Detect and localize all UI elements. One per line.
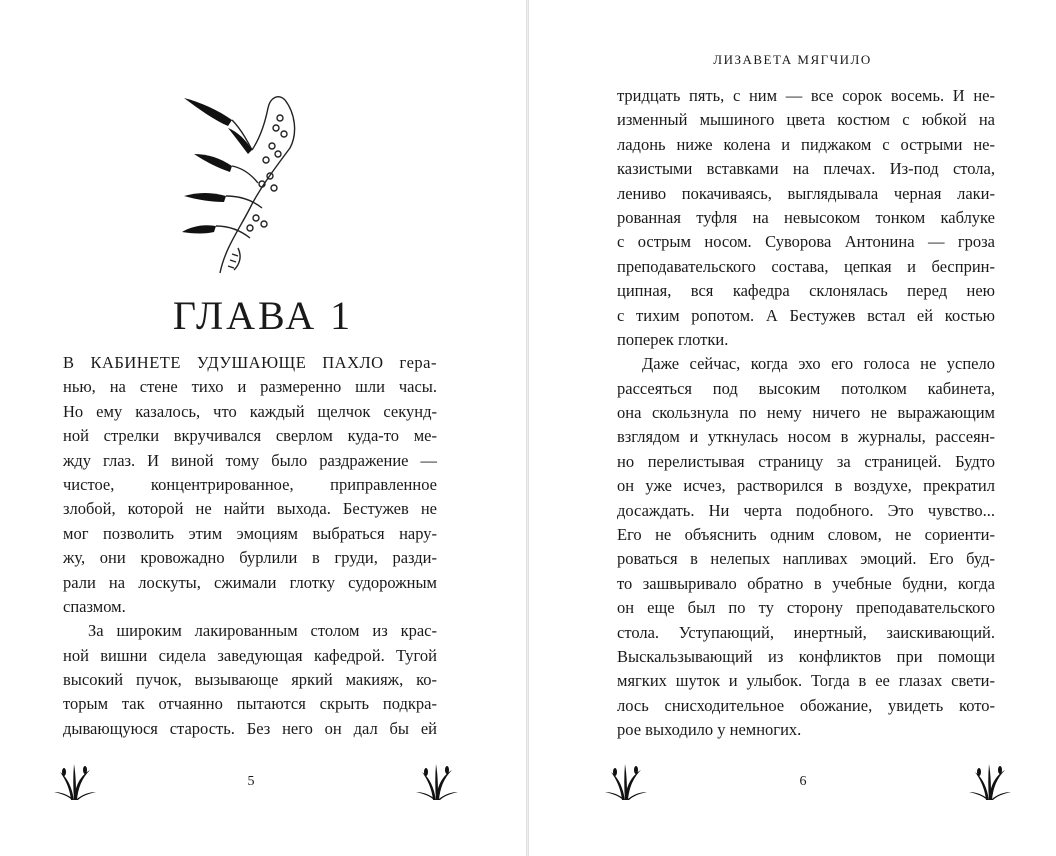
text-line: Выскальзывающий из конфликтов при помощи (617, 646, 995, 666)
grass-tuft-icon (52, 758, 96, 802)
text-line: то зашвыривало обратно в учебные будни, когда (617, 573, 995, 593)
text-line: казистыми вставками на плечах. Из-под стола, (617, 159, 995, 179)
page-number: 5 (247, 774, 255, 789)
text-line: Его не объяснить одним словом, не сориенти- (617, 525, 995, 545)
text-line: поперек глотки. (617, 329, 729, 349)
clawed-hand-icon (180, 88, 320, 278)
text-line: мягких шуток и улыбок. Тогда в ее глазах свети- (617, 671, 995, 691)
text-line: рое выходило у немногих. (617, 720, 802, 740)
text-line: рали на лоскуты, сжимали глотку судорожным (63, 572, 437, 592)
text-line: ладонь ниже колена и пиджаком с острыми не- (617, 134, 995, 154)
chapter-title: ГЛАВА 1 (172, 293, 354, 338)
text-line: Даже сейчас, когда эхо его голоса не успело (642, 354, 995, 374)
text-line: жу, они кровожадно бурлили в груди, разди- (63, 548, 437, 568)
text-line: чистое, концентрированное, приправленное (63, 474, 437, 494)
text-line: он еще был по ту сторону преподавательского (617, 598, 995, 618)
body-text (617, 84, 995, 743)
text-line: преподавательского состава, цепкая и бесприн- (617, 256, 995, 276)
text-line: жду глаз. И виной тому было раздражение — (63, 450, 437, 470)
text-line: спазмом. (63, 596, 126, 616)
running-head: ЛИЗАВЕТА МЯГЧИЛО (713, 52, 872, 67)
text-line: стола. Уступающий, инертный, заискивающий. (617, 622, 995, 642)
text-line: с тихим ропотом. А Бестужев встал ей костью (617, 305, 995, 325)
text-line: досаждать. Ни черта подобного. Это чувство... (617, 500, 995, 520)
text-line: За широким лакированным столом из крас- (88, 621, 437, 641)
text-line: мог позволить этим эмоциям выбраться нару- (63, 523, 437, 543)
text-line: она скользнула по нему ничего не выражающим (617, 403, 995, 423)
text-line: злобой, которой не найти выхода. Бестужев не (63, 499, 437, 519)
text-line: нью, на стене тихо и размеренно шли часы. (63, 377, 437, 397)
text-line: изменный мышиного цвета костюм с юбкой на (617, 110, 995, 130)
text-line: В КАБИНЕТЕ УДУШАЮЩЕ ПАХЛО гера- (63, 353, 437, 372)
grass-tuft-icon (603, 758, 647, 802)
page-number: 6 (799, 774, 807, 789)
text-line: ной вишни сидела заведующая кафедрой. Тугой (63, 645, 437, 665)
grass-tuft-icon (967, 758, 1011, 802)
text-line: лениво покачиваясь, выглядывала черная лаки- (617, 183, 995, 203)
text-line: он уже исчез, растворился в воздухе, прекратил (617, 476, 995, 496)
text-line: Но ему казалось, что каждый щелчок секунд- (63, 401, 437, 421)
text-line: взглядом и уткнулась носом в журналы, рассеян- (617, 427, 995, 447)
text-line: рассеяться под высоким потолком кабинета, (617, 378, 995, 398)
text-line: дывающуюся старость. Без него он дал бы ей (63, 718, 437, 738)
text-line: высокий пучок, вызывающе яркий макияж, ко- (63, 670, 437, 690)
text-line: ципная, вся кафедра склонялась перед нею (617, 281, 995, 301)
text-line: но перелистывая страницу за страницей. Будто (617, 451, 995, 471)
text-line: тридцать пять, с ним — все сорок восемь. И не- (617, 86, 995, 105)
text-line: торым так отчаянно пытаются скрыть подкра- (63, 694, 437, 714)
text-line: ной стрелки вкручивался сверлом куда-то ме- (63, 426, 437, 446)
text-line: рованная туфля на невысоком тонком каблуке (617, 207, 995, 227)
body-text (63, 351, 437, 741)
text-line: роваться в нелепых напливах эмоций. Его буд- (617, 549, 995, 569)
grass-tuft-icon (414, 758, 458, 802)
text-line: лось снисходительное обожание, увидеть кото- (617, 695, 995, 715)
text-line: с острым носом. Суворова Антонина — гроза (617, 232, 995, 252)
left-page (0, 0, 526, 856)
